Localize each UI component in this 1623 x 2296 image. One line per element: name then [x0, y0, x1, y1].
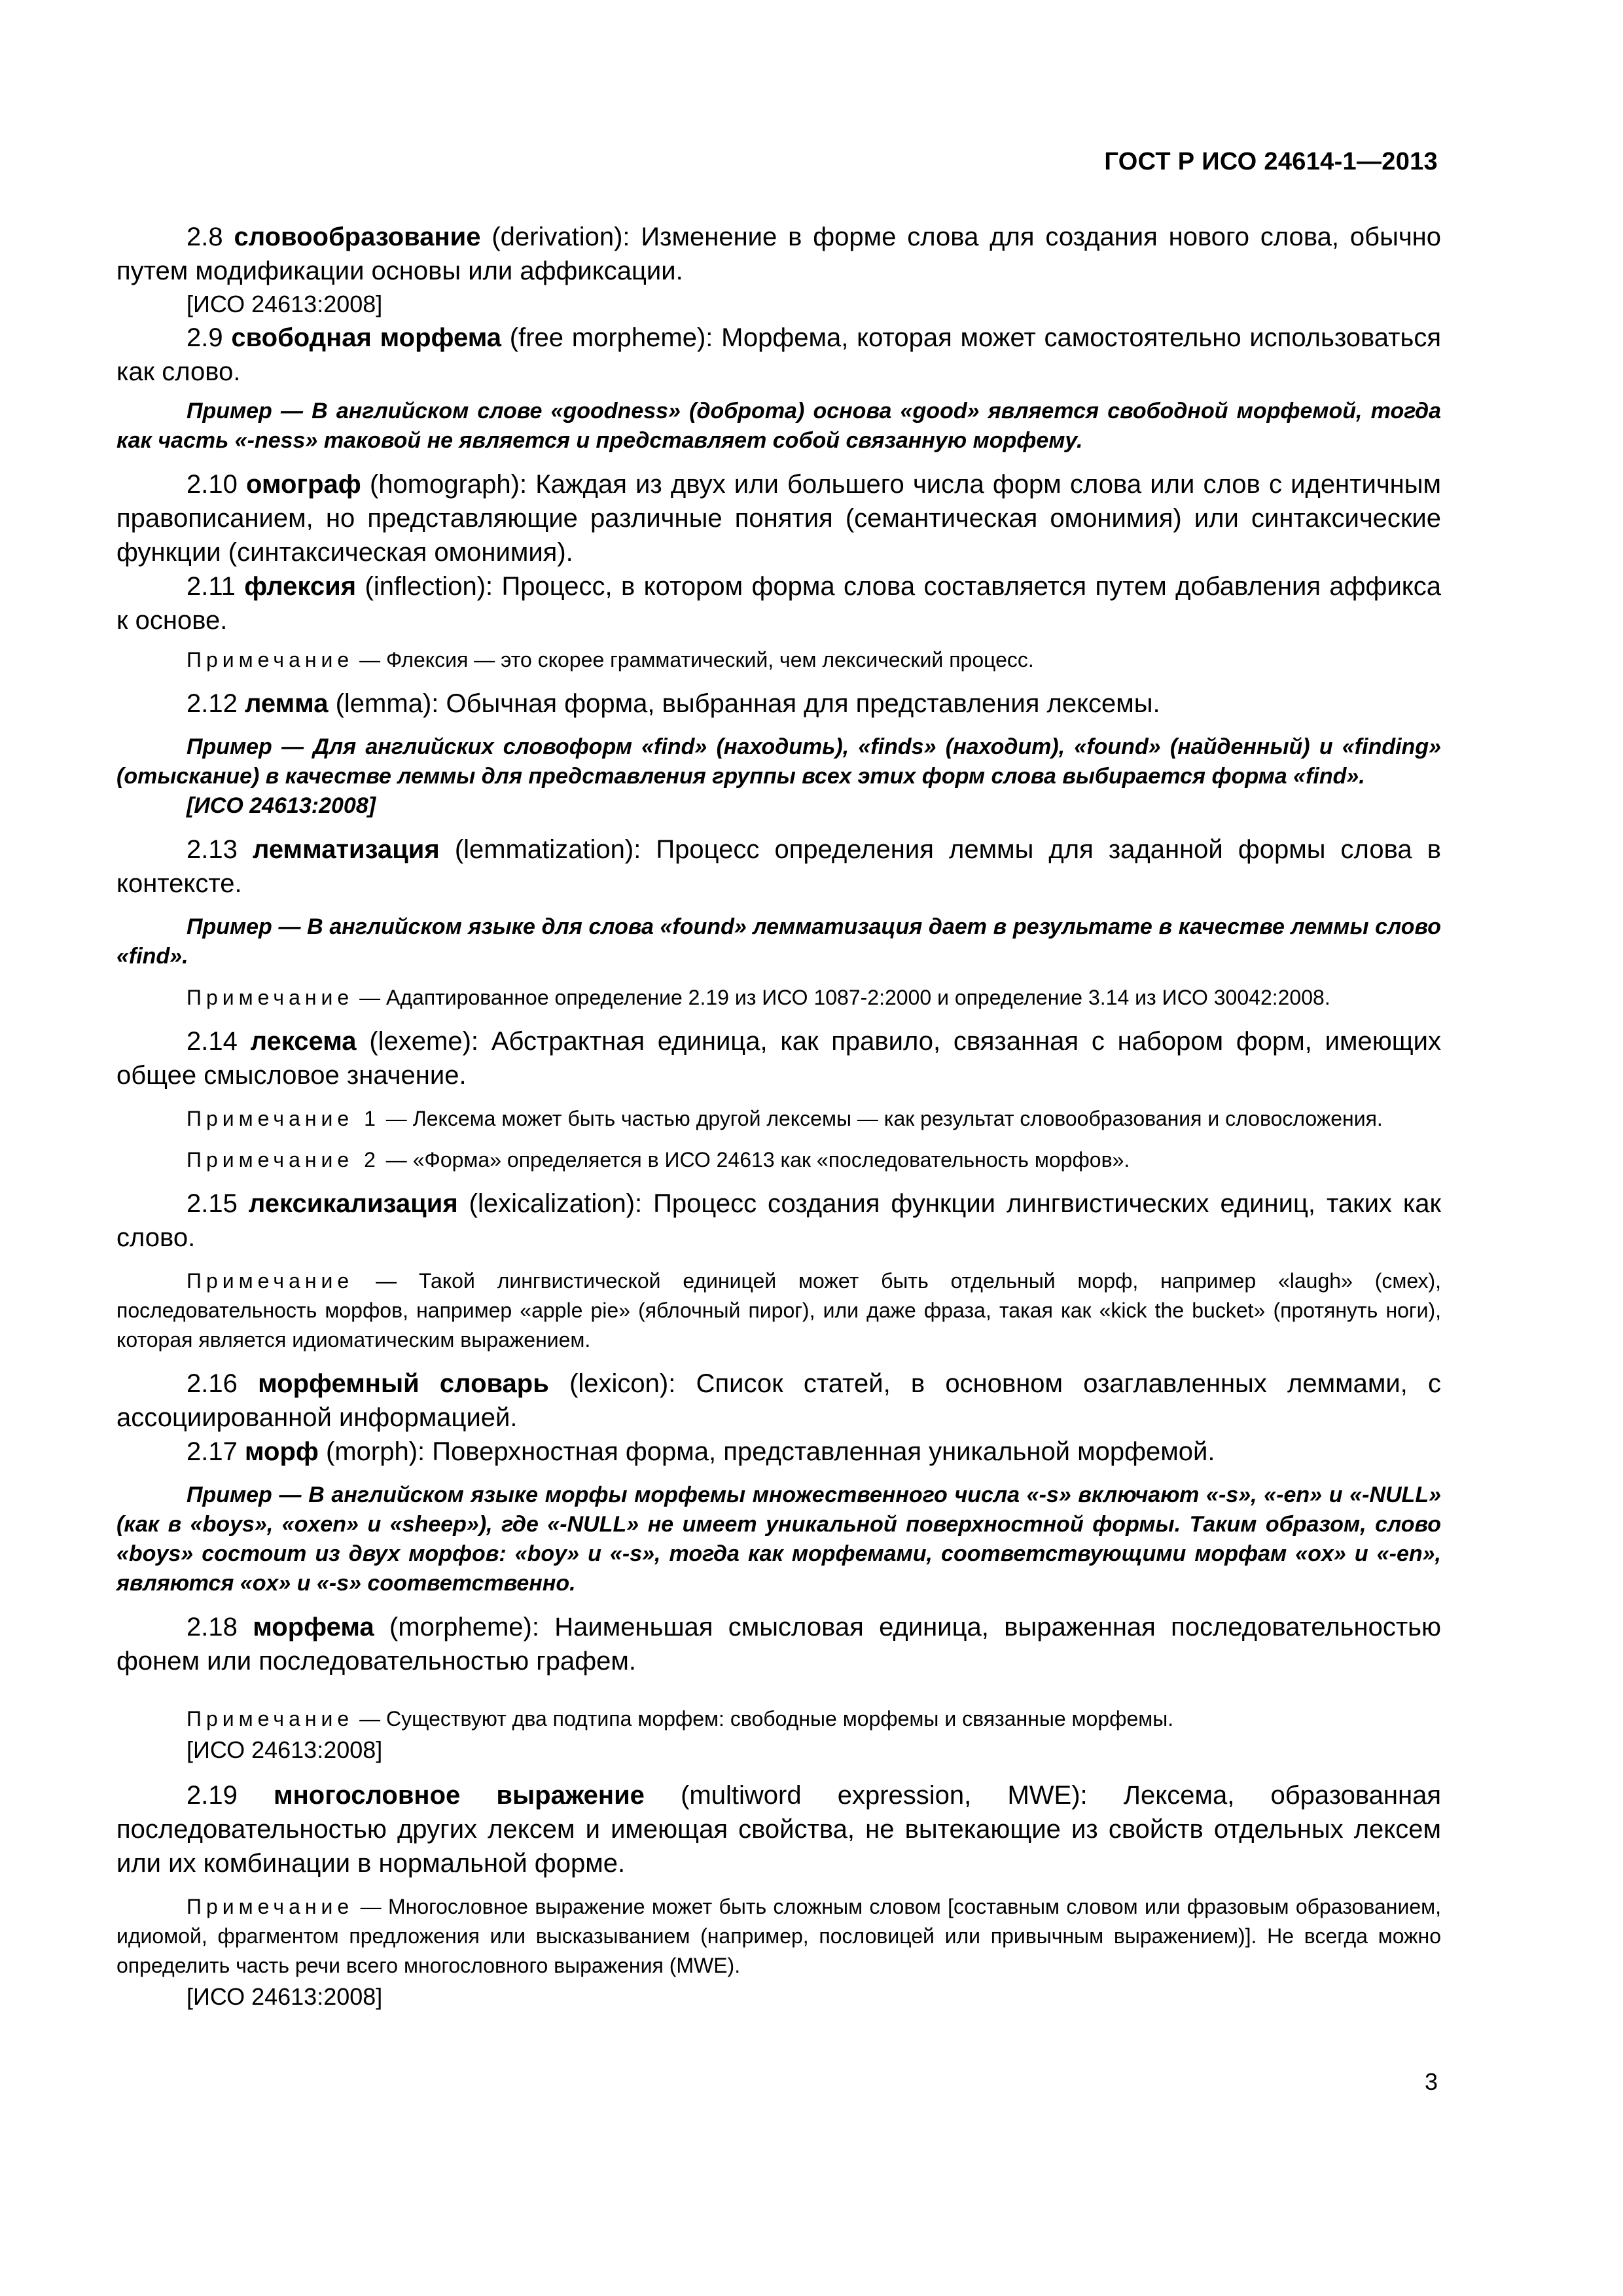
term-name: морфема — [253, 1613, 374, 1641]
example-text: Пример — В английском языке морфы морфемы множественного числа «-s» включают «-s», «-en» и «-NULL» (как в «boys», «oxen» и «sheep»), где «-NULL» не имеет уникальной поверхностной формы. Таким образом, слово «boys» состоит из двух морфов: «boy» и «-s», тогда как морфемами, соответствующими морфам «ox» и «-en», являются «ox» и «-s» соответственно. — [116, 1482, 1441, 1596]
term-entry-2-12 — [116, 687, 1441, 721]
term-entry-2-15 — [116, 1187, 1441, 1255]
note-body: — «Форма» определяется в ИСО 24613 как «последовательность морфов». — [380, 1148, 1130, 1172]
example-text: Пример — В английском языке для слова «found» лемматизация дает в результате в качестве леммы слово «find». — [116, 914, 1441, 969]
note-label: Примечание — [187, 1269, 354, 1293]
note-body: — Лексема может быть частью другой лексемы — как результат словообразования и словосложения. — [380, 1107, 1383, 1130]
note-body: — Многословное выражение может быть сложным словом [составным словом или фразовым образованием, идиомой, фрагментом предложения или высказыванием (например, пословицей или привычным выражением)]. Не всегда можно определить часть речи всего многословного выражения (MWE). — [116, 1895, 1441, 1977]
term-english: (morpheme): — [374, 1613, 555, 1641]
note-text — [116, 983, 1441, 1013]
terms-section — [116, 220, 1441, 2013]
term-definition: Лексема, образованная последовательностью других лексем и имеющая свойства, не вытекающие из свойств отдельных лексем или их комбинации в нормальной форме. — [116, 1781, 1441, 1878]
term-entry-2-16 — [116, 1367, 1441, 1435]
term-english: (inflection): — [356, 572, 502, 601]
source-reference: [ИСО 24613:2008] — [187, 1983, 383, 2010]
term-name: лемма — [244, 689, 329, 718]
note-body: — Существуют два подтипа морфем: свободные морфемы и связанные морфемы. — [353, 1707, 1174, 1731]
term-entry-2-13 — [116, 833, 1441, 901]
term-name: словообразование — [234, 223, 481, 251]
term-name: омограф — [246, 470, 361, 499]
term-number: 2.11 — [187, 572, 236, 601]
term-entry-2-14 — [116, 1024, 1441, 1092]
note-body: — Флексия — это скорее грамматический, чем лексический процесс. — [353, 648, 1034, 672]
term-number: 2.18 — [187, 1613, 238, 1641]
page-number: 3 — [1424, 2068, 1438, 2095]
note-label: Примечание — [187, 648, 354, 672]
term-name: флексия — [244, 572, 357, 601]
example-text: Пример — В английском слове «goodness» (доброта) основа «good» является свободной морфемой, тогда как часть «-ness» таковой не является и представляет собой связанную морфему. — [116, 399, 1441, 453]
term-number: 2.19 — [187, 1781, 238, 1810]
note-text — [116, 645, 1441, 675]
note-label: Примечание — [187, 1895, 354, 1918]
term-number: 2.17 — [187, 1437, 238, 1466]
term-definition: Процесс, в котором форма слова составляется путем добавления аффикса к основе. — [116, 572, 1441, 635]
term-definition: Абстрактная единица, как правило, связанная с набором форм, имеющих общее смысловое значение. — [116, 1027, 1441, 1090]
term-definition: Морфема, которая может самостоятельно использоваться как слово. — [116, 323, 1441, 386]
term-number: 2.15 — [187, 1189, 238, 1218]
term-definition: Процесс определения леммы для заданной формы слова в контексте. — [116, 835, 1441, 898]
term-definition: Обычная форма, выбранная для представления лексемы. — [446, 689, 1160, 718]
standard-header: ГОСТ Р ИСО 24614-1—2013 — [1104, 148, 1438, 175]
source-reference: [ИСО 24613:2008] — [187, 793, 376, 818]
term-english: (lexeme): — [356, 1027, 491, 1056]
term-english: (lexicon): — [548, 1369, 696, 1398]
term-number: 2.8 — [187, 223, 223, 251]
term-definition: Поверхностная форма, представленная уникальной морфемой. — [432, 1437, 1215, 1466]
term-name: лексикализация — [248, 1189, 458, 1218]
term-english: (multiword expression, MWE): — [644, 1781, 1124, 1810]
term-entry-2-19 — [116, 1778, 1441, 1880]
term-english: (homograph): — [361, 470, 536, 499]
note-text — [116, 1104, 1441, 1134]
note-text — [116, 1145, 1441, 1175]
term-english: (derivation): — [480, 223, 641, 251]
term-name: свободная морфема — [231, 323, 502, 352]
term-english: (lemma): — [328, 689, 446, 718]
note-body: — Адаптированное определение 2.19 из ИСО 1087-2:2000 и определение 3.14 из ИСО 30042:2008. — [353, 986, 1330, 1009]
term-name: морф — [244, 1437, 319, 1466]
term-entry-2-11 — [116, 569, 1441, 637]
note-label: Примечание 2 — [187, 1148, 380, 1172]
term-english: (lexicalization): — [457, 1189, 654, 1218]
term-number: 2.13 — [187, 835, 238, 864]
term-name: многословное выражение — [274, 1781, 645, 1810]
term-entry-2-8 — [116, 220, 1441, 288]
term-number: 2.14 — [187, 1027, 238, 1056]
note-label: Примечание — [187, 1707, 354, 1731]
term-definition: Наименьшая смысловая единица, выраженная последовательностью фонем или последовательностью графем. — [116, 1613, 1441, 1676]
term-english: (free morpheme): — [501, 323, 722, 352]
note-label: Примечание 1 — [187, 1107, 380, 1130]
term-number: 2.12 — [187, 689, 238, 718]
note-text — [116, 1704, 1441, 1734]
source-reference: [ИСО 24613:2008] — [187, 1736, 383, 1763]
term-english: (morph): — [318, 1437, 433, 1466]
note-text — [116, 1266, 1441, 1355]
term-definition: Изменение в форме слова для создания нового слова, обычно путем модификации основы или аффиксации. — [116, 223, 1441, 285]
term-definition: Процесс создания функции лингвистических единиц, таких как слово. — [116, 1189, 1441, 1252]
term-entry-2-18 — [116, 1610, 1441, 1678]
term-definition: Список статей, в основном озаглавленных леммами, с ассоциированной информацией. — [116, 1369, 1442, 1432]
term-entry-2-17 — [116, 1435, 1441, 1469]
note-text — [116, 1892, 1441, 1981]
term-name: лексема — [250, 1027, 357, 1056]
term-number: 2.10 — [187, 470, 238, 499]
note-label: Примечание — [187, 986, 354, 1009]
term-number: 2.16 — [187, 1369, 238, 1398]
note-body: — Такой лингвистической единицей может быть отдельный морф, например «laugh» (смех), последовательность морфов, например «apple pie» (яблочный пирог), или даже фраза, такая как «kick the bucket» (протянуть ноги), которая является идиоматическим выражением. — [116, 1269, 1441, 1352]
term-english: (lemmatization): — [439, 835, 656, 864]
term-number: 2.9 — [187, 323, 223, 352]
term-entry-2-10 — [116, 467, 1441, 569]
example-text: Пример — Для английских словоформ «find» (находить), «finds» (находит), «found» (найденный) и «finding» (отыскание) в качестве леммы для представления группы всех этих форм слова выбирается форма «find». — [116, 734, 1441, 789]
term-name: морфемный словарь — [258, 1369, 549, 1398]
term-name: лемматизация — [252, 835, 440, 864]
source-reference: [ИСО 24613:2008] — [187, 291, 383, 317]
term-entry-2-9 — [116, 321, 1441, 389]
term-definition: Каждая из двух или большего числа форм слова или слов с идентичным правописанием, но представляющие различные понятия (семантическая омонимия) или синтаксические функции (синтаксическая омонимия). — [116, 470, 1441, 567]
